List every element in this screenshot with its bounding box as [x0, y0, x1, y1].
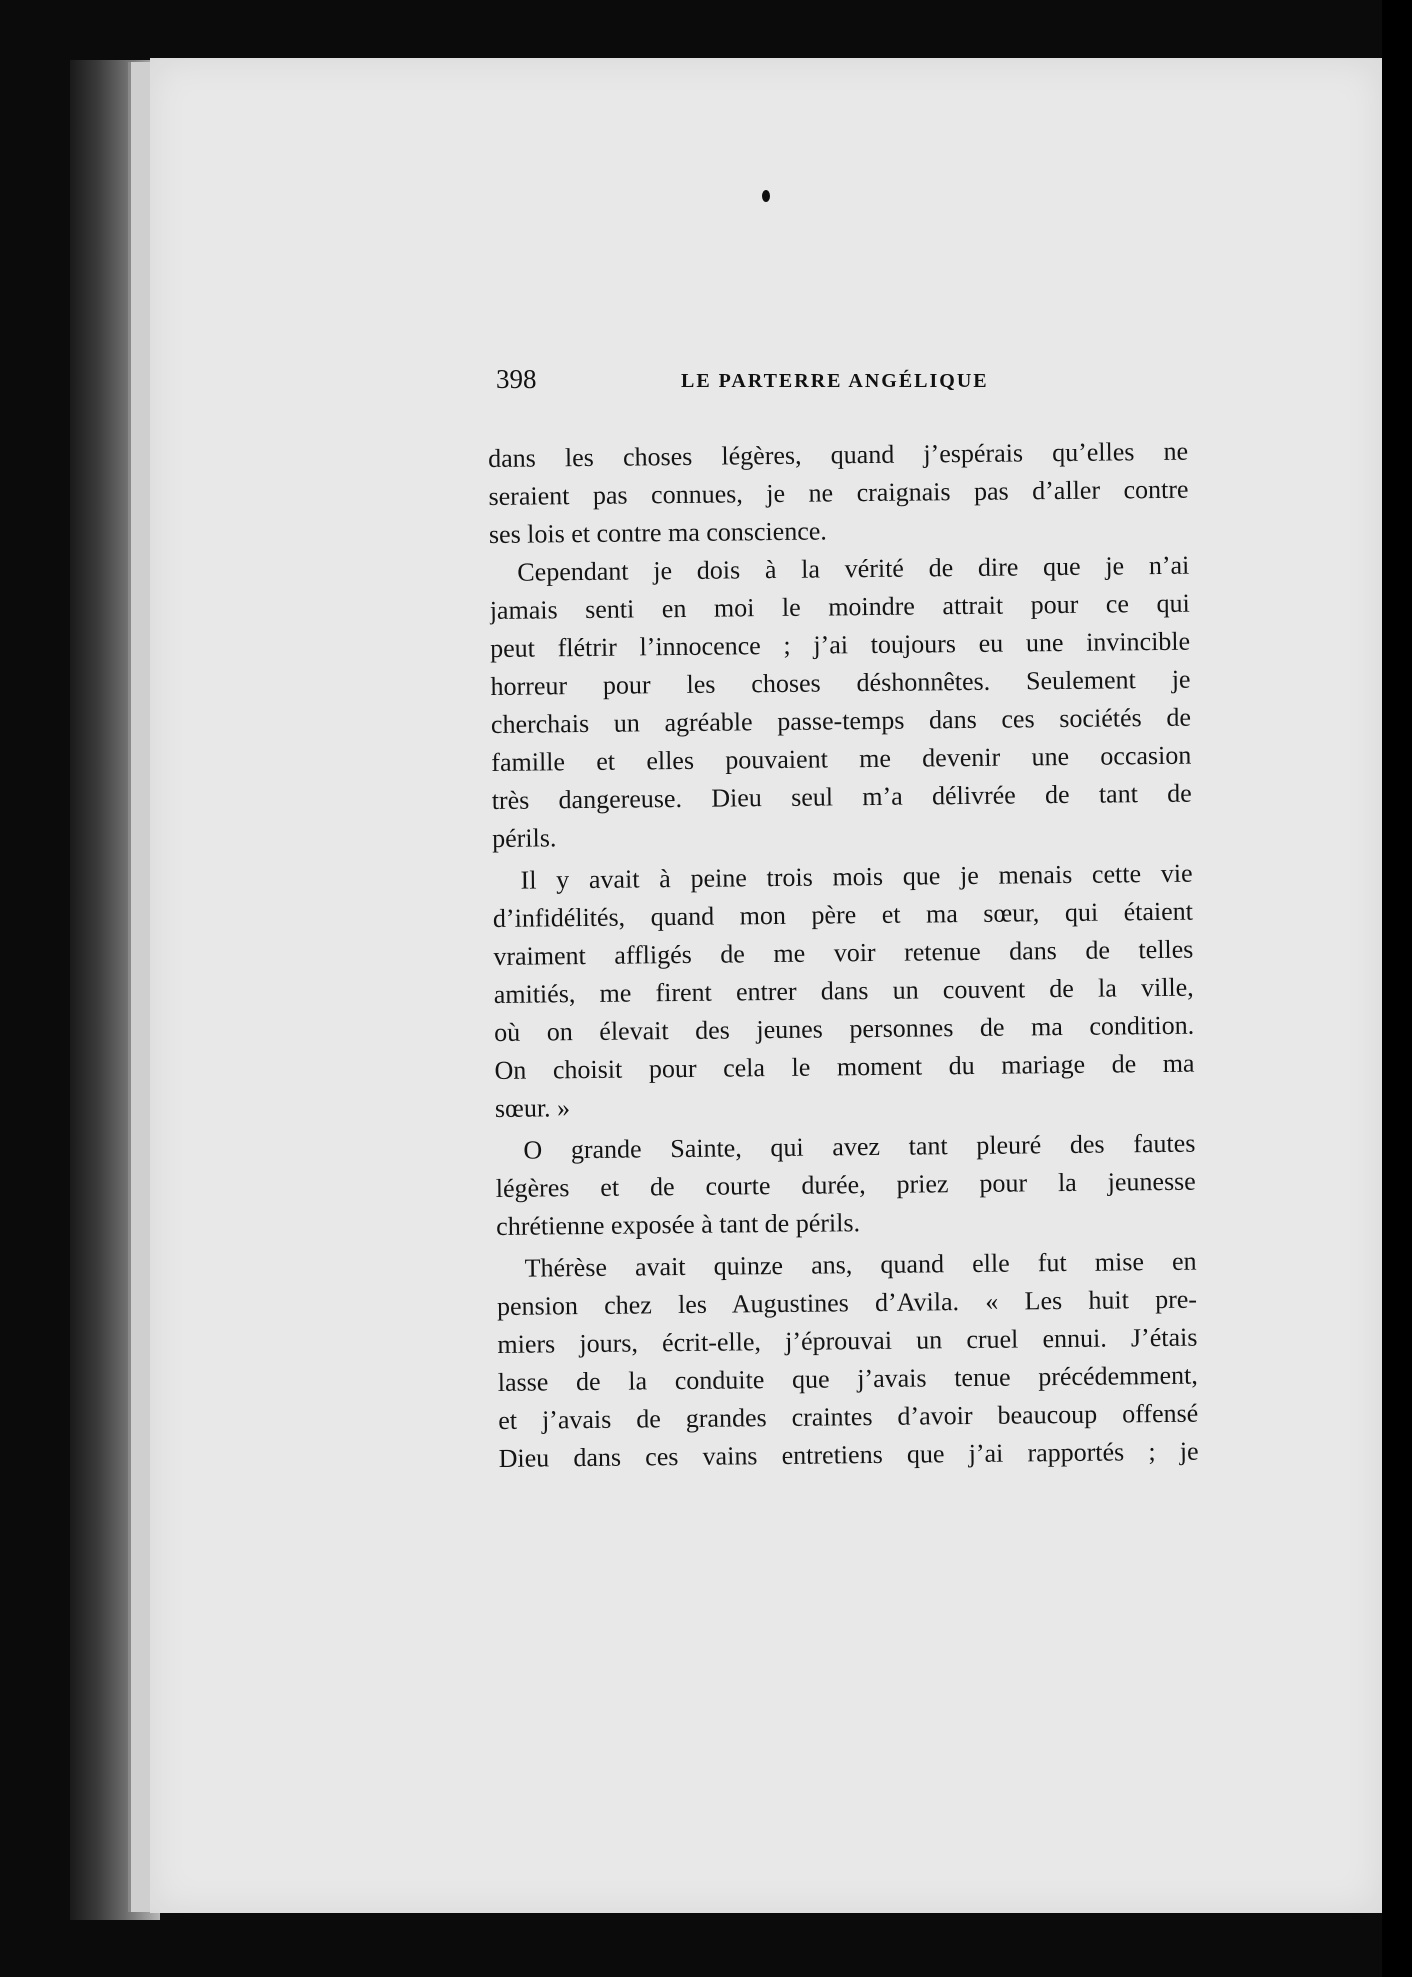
- text-line: famille et elles pouvaient me devenir une occasion: [491, 740, 1192, 777]
- text-line: pension chez les Augustines d’Avila. « Les huit pre-: [496, 1284, 1198, 1321]
- text-line: miers jours, écrit-elle, j’éprouvai un cruel ennui. J’étais: [497, 1322, 1198, 1359]
- text-line: amitiés, me firent entrer dans un couvent de la ville,: [493, 972, 1194, 1009]
- text-line: jamais senti en moi le moindre attrait pour ce qui: [489, 588, 1190, 625]
- text-line: chrétienne exposée à tant de périls.: [496, 1208, 861, 1241]
- text-line: légères et de courte durée, priez pour la jeunesse: [495, 1166, 1196, 1203]
- body-text: [488, 437, 1199, 1524]
- scan-border: [1382, 0, 1412, 1977]
- text-line: On choisit pour cela le moment du mariage de ma: [494, 1048, 1195, 1085]
- text-line: Thérèse avait quinze ans, quand elle fut mise en: [524, 1246, 1197, 1283]
- text-line: O grande Sainte, qui avez tant pleuré des fautes: [523, 1128, 1196, 1165]
- text-line: dans les choses légères, quand j’espérais qu’elles ne: [488, 436, 1189, 473]
- ink-spot: [762, 190, 770, 202]
- text-line: peut flétrir l’innocence ; j’ai toujours eu une invincible: [489, 626, 1191, 663]
- text-line: horreur pour les choses déshonnêtes. Seulement je: [490, 664, 1191, 701]
- text-line: seraient pas connues, je ne craignais pas d’aller contre: [488, 474, 1189, 511]
- text-line: très dangereuse. Dieu seul m’a délivrée de tant de: [491, 778, 1192, 815]
- text-line: cherchais un agréable passe-temps dans ces sociétés de: [490, 702, 1192, 739]
- page-number: 398: [496, 364, 537, 394]
- text-line: lasse de la conduite que j’avais tenue précédemment,: [497, 1360, 1198, 1397]
- text-line: et j’avais de grandes craintes d’avoir beaucoup offensé: [498, 1398, 1199, 1435]
- text-line: Dieu dans ces vains entretiens que j’ai rapportés ; je: [498, 1436, 1199, 1473]
- text-line: vraiment affligés de me voir retenue dans de telles: [493, 934, 1194, 971]
- running-title: LE PARTERRE ANGÉLIQUE: [681, 370, 989, 392]
- text-line: Il y avait à peine trois mois que je menais cette vie: [520, 858, 1193, 895]
- text-line: où on élevait des jeunes personnes de ma condition.: [494, 1010, 1195, 1047]
- text-line: d’infidélités, quand mon père et ma sœur, qui étaient: [492, 896, 1194, 933]
- page-header: [496, 364, 1196, 404]
- text-line: sœur. »: [494, 1093, 571, 1123]
- text-line: ses lois et contre ma conscience.: [488, 516, 827, 549]
- text-line: périls.: [491, 823, 557, 853]
- text-line: Cependant je dois à la vérité de dire que je n’ai: [517, 550, 1190, 587]
